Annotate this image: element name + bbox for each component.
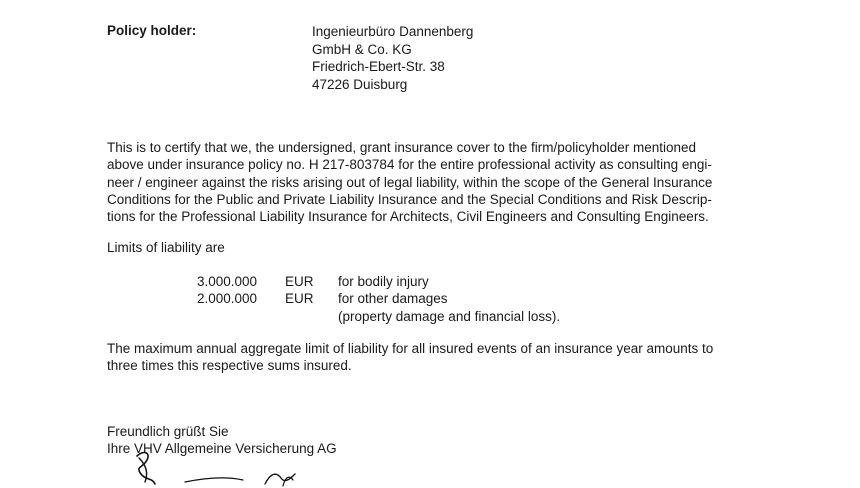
certificate-line: neer / engineer against the risks arising out of legal liability, within the scope of the General Insurance — [107, 174, 713, 190]
limits-intro: Limits of liability are — [107, 240, 225, 255]
policy-holder-line: Ingenieurbüro Dannenberg — [312, 24, 474, 39]
policy-holder-line: GmbH & Co. KG — [312, 41, 412, 57]
limit-amount: 3.000.000 — [196, 274, 257, 289]
limit-description: for bodily injury — [338, 274, 429, 289]
closing-company: Ihre VHV Allgemeine Versicherung AG — [107, 441, 337, 457]
limit-amount: 2.000.000 — [196, 291, 257, 307]
policy-holder-line: Friedrich-Ebert-Str. 38 — [312, 59, 445, 74]
limit-currency: EUR — [285, 291, 314, 307]
certificate-paragraph — [107, 139, 712, 225]
policy-holder-line: 47226 Duisburg — [312, 76, 408, 92]
aggregate-line: The maximum annual aggregate limit of liability for all insured events of an insurance year amounts to — [107, 341, 714, 356]
limit-description: (property damage and financial loss). — [338, 308, 561, 324]
certificate-line: This is to certify that we, the undersigned, grant insurance cover to the firm/policyholder mentioned — [107, 140, 697, 155]
limit-row — [0, 273, 860, 290]
aggregate-paragraph — [107, 340, 713, 375]
closing-greeting: Freundlich grüßt Sie — [107, 424, 229, 439]
limit-currency: EUR — [285, 274, 314, 289]
limit-description: for other damages — [338, 291, 448, 307]
aggregate-line: three times this respective sums insured. — [107, 358, 352, 374]
policy-holder-label: Policy holder: — [107, 23, 197, 38]
limits-table — [0, 273, 860, 325]
certificate-line: Conditions for the Public and Private Liability Insurance and the Special Conditions and Risk Descrip- — [107, 191, 712, 207]
certificate-line: above under insurance policy no. H 217-803784 for the entire professional activity as consulting engi- — [107, 157, 712, 173]
certificate-line: tions for the Professional Liability Insurance for Architects, Civil Engineers and Consulting Engineers. — [107, 209, 709, 225]
signature-icon — [125, 448, 325, 488]
limit-row — [0, 308, 860, 325]
limit-row — [0, 290, 860, 307]
policy-holder-address — [312, 23, 473, 93]
